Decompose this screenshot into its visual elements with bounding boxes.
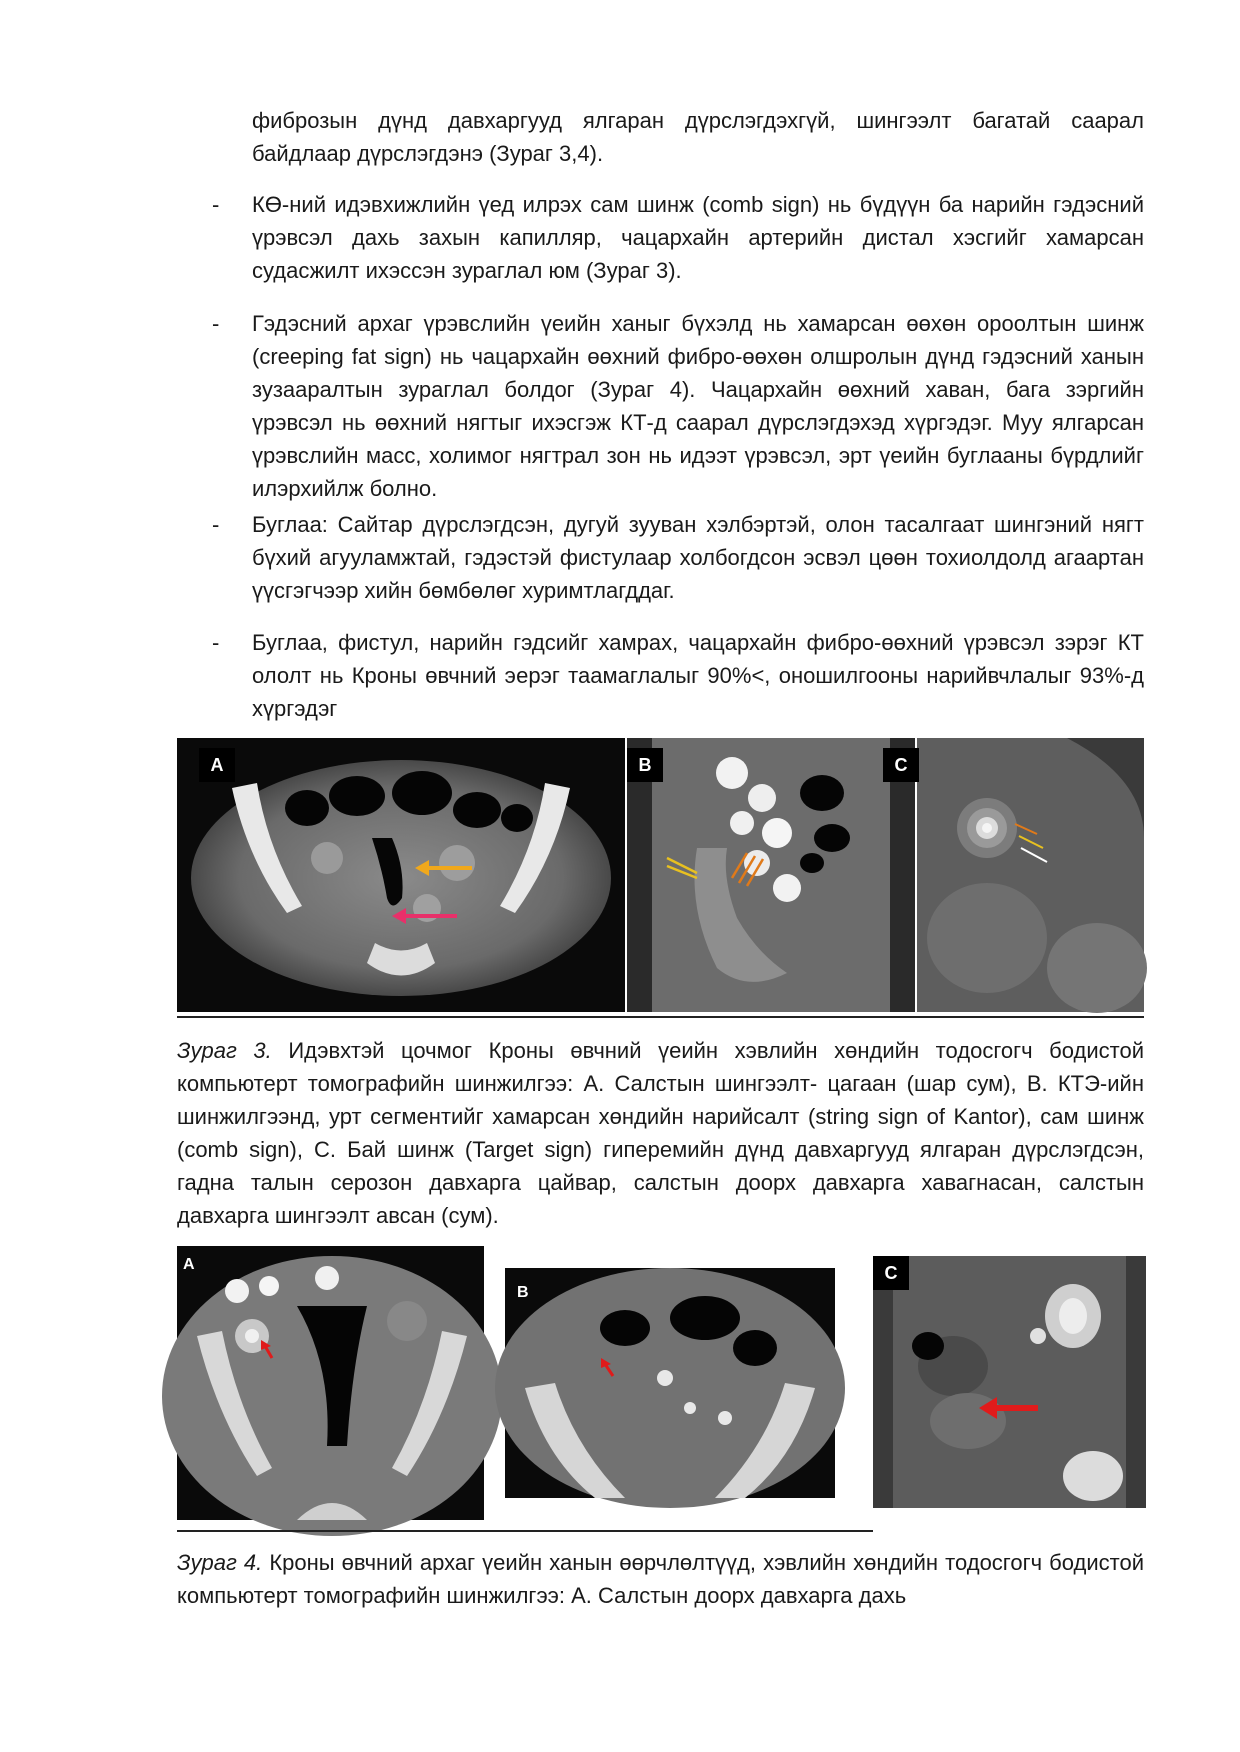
- panel-label-a: A: [199, 748, 235, 782]
- figure4-caption-label: Зураг 4.: [177, 1550, 263, 1575]
- abdomen-coronal-ct: [627, 738, 915, 1012]
- figure4-caption-text: Кроны өвчний архаг үеийн ханын өөрчлөлтүүд, хэвлийн хөндийн тодосгогч бодистой компьютерт томографийн шинжилгээ: A. Салстын доорх давхарга дахь: [177, 1550, 1144, 1608]
- panel-label-c: C: [883, 748, 919, 782]
- panel-label-b: B: [627, 748, 663, 782]
- intro-paragraph: фиброзын дүнд давхаргууд ялгаран дүрслэгдэхгүй, шингээлт багатай саарал байдлаар дүрслэгдэнэ (Зураг 3,4).: [252, 108, 1144, 166]
- figure4-divider: [177, 1530, 873, 1532]
- panel-label-c: C: [873, 1256, 909, 1290]
- bullet-item-abscess: Буглаа: Сайтар дүрслэгдсэн, дугуй зууван хэлбэртэй, олон тасалгаат шингэний нягт бүхий агууламжтай, гэдэстэй фистулаар холбогдсон эсвэл цөөн тохиолдолд агаартан үүсгэгчээр хийн бөмбөлөг хуримтлагддаг.: [252, 512, 1144, 603]
- bullet-dash: -: [212, 192, 220, 217]
- pelvis-axial-ct: [505, 1268, 835, 1498]
- bullet-dash: -: [212, 630, 220, 655]
- bullet-item-creeping-fat: Гэдэсний архаг үрэвслийн үеийн ханыг бүхэлд нь хамарсан өөхөн ороолтын шинж (creeping fat sign) нь чацархайн өөхний фибро-өөхөн олшролын дүнд гэдэсний ханын зузааралтын зураглал болдог (Зураг 4). Чацархайн өөхний хаван, бага зэргийн үрэвсэл нь өөхний нягтыг ихэсгэж КТ-д саарал дүрслэгдэхэд хүргэдэг. Муу ялгарсан үрэвслийн масс, холимог нягтрал зон нь идээт үрэвсэл, эрт үеийн буглааны бүрдлийг илэрхийлж болно.: [252, 311, 1144, 501]
- abdomen-coronal-ct: [873, 1256, 1146, 1508]
- figure3-panel-b-ct-image: [627, 738, 915, 1012]
- figure3-panel-c-ct-image: [894, 738, 1144, 1012]
- bullet-dash: -: [212, 311, 220, 336]
- figure3-caption-text: Идэвхтэй цочмог Кроны өвчний үеийн хэвлийн хөндийн тодосгогч бодистой компьютерт томографийн шинжилгээ: A. Салстын шингээлт- цагаан (шар сум), B. КТЭ-ийн шинжилгээнд, урт сегментийг хамарсан хөндийн нарийсалт (string sign of Kantor), сам шинж (comb sign), C. Бай шинж (Target sign) гиперемийн дүнд давхаргууд ялгаран дүрслэгдсэн, гадна талын серозон давхарга цайвар, салстын доорх давхарга хавагнасан, салстын давхарга шингээлт авсан (сум).: [177, 1038, 1144, 1228]
- panel-label-b: B: [517, 1284, 529, 1301]
- figure3-panel-a-ct-image: [177, 738, 625, 1012]
- panel-label-a: A: [183, 1256, 195, 1273]
- bullet-item-ct-findings: Буглаа, фистул, нарийн гэдсийг хамрах, чацархайн фибро-өөхний үрэвсэл зэрэг КТ ололт нь Кроны өвчний эерэг таамаглалыг 90%<, оношилгооны нарийвчлалыг 93%-д хүргэдэг: [252, 630, 1144, 721]
- figure4-panel-a-ct-image: [177, 1246, 484, 1520]
- target-sign-ct: [917, 738, 1144, 1012]
- figure3-divider: [177, 1016, 1144, 1018]
- figure4-caption: [177, 1546, 1144, 1612]
- figure4-panel-b-ct-image: [505, 1268, 835, 1498]
- pelvis-axial-ct: [177, 1246, 484, 1520]
- bullet-item-comb-sign: КӨ-ний идэвхижлийн үед илрэх сам шинж (comb sign) нь бүдүүн ба нарийн гэдэсний үрэвсэл дахь захын капилляр, чацархайн артерийн дистал хэсгийг хамарсан судасжилт ихэссэн зураглал юм (Зураг 3).: [252, 192, 1144, 283]
- pelvis-axial-ct: [177, 738, 625, 1012]
- figure3-caption-label: Зураг 3.: [177, 1038, 272, 1063]
- bullet-dash: -: [212, 512, 220, 537]
- figure3-caption: [177, 1034, 1144, 1232]
- figure4-panel-c-ct-image: [873, 1256, 1146, 1508]
